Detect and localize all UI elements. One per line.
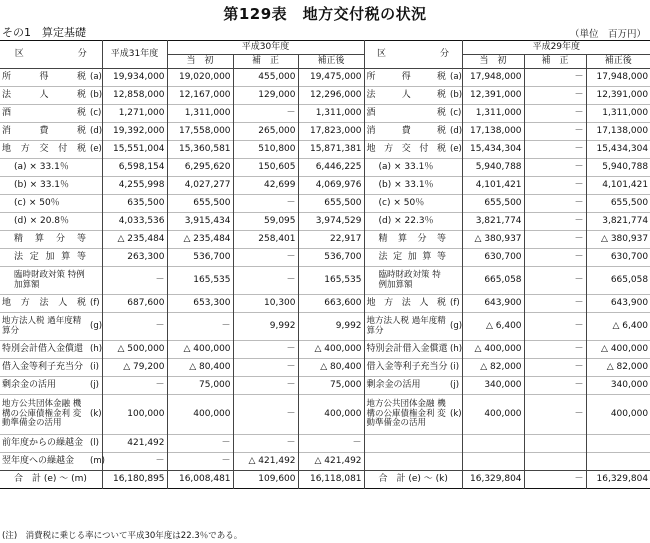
left-row-label: 消費税 [2, 126, 86, 137]
right-row-code [448, 249, 462, 267]
h29-initial-value: 17,948,000 [462, 69, 524, 87]
right-empty-cell [448, 453, 462, 471]
h29-initial-value: △ 400,000 [462, 341, 524, 359]
h30-after-value: △ 400,000 [298, 341, 364, 359]
header-h30: 平成30年度 [167, 41, 364, 55]
h29-supplement-value: － [524, 177, 586, 195]
h30-initial-value: 19,020,000 [167, 69, 233, 87]
h29-after-value: △ 380,937 [601, 234, 649, 245]
right-row-label: (b) × 33.1％ [378, 180, 434, 191]
h30-initial-value: △ 400,000 [167, 341, 233, 359]
table-row [0, 313, 650, 341]
header-h30-after: 補正後 [298, 55, 364, 69]
h30-initial-value: 6,295,620 [167, 159, 233, 177]
right-row-code: (b) [448, 87, 462, 105]
left-row-label: 翌年度への繰越金 [2, 456, 75, 467]
h30-after-value: △ 421,492 [298, 453, 364, 471]
h30-supplement-value: － [233, 267, 298, 295]
h30-after-value: 165,535 [298, 267, 364, 295]
left-row-code [88, 213, 102, 231]
h29-supplement-value: － [524, 231, 586, 249]
right-row-code: (k) [448, 395, 462, 435]
right-empty-cell [462, 453, 524, 471]
h30-after-value: 15,871,381 [298, 141, 364, 159]
left-row-code [88, 159, 102, 177]
left-row-label: (b) × 33.1％ [14, 180, 70, 191]
h29-after-value: 400,000 [610, 409, 649, 420]
h29-initial-value: 665,058 [462, 267, 524, 295]
left-row-label: 地方交付税 [2, 144, 86, 155]
right-row-code: (g) [448, 313, 462, 341]
header-h31: 平成31年度 [102, 41, 167, 69]
h29-initial-value: 15,434,304 [462, 141, 524, 159]
left-row-label: 借入金等利子充当分 [2, 362, 84, 373]
right-row-label: 地方法人税 [366, 298, 447, 309]
left-row-code [88, 177, 102, 195]
right-empty-cell [586, 453, 650, 471]
h30-initial-value: 15,360,581 [167, 141, 233, 159]
unit-label: （単位 百万円） [569, 29, 646, 40]
right-row-label: (c) × 50％ [378, 198, 425, 209]
table-row [0, 341, 650, 359]
h29-after-value: 15,434,304 [596, 144, 649, 155]
left-row-code: (d) [88, 123, 102, 141]
left-row-label: 精算分等 [14, 234, 86, 245]
table-row [0, 141, 650, 159]
left-row-label: 特別会計借入金償還 [2, 344, 84, 355]
right-total-label: 合 計 (e) ～ (k) [364, 471, 462, 489]
right-row-label: 借入金等利子充当分 [366, 362, 448, 373]
h29-initial-value: 12,391,000 [462, 87, 524, 105]
h30-supplement-value: 510,800 [233, 141, 298, 159]
h30-after-value: 75,000 [298, 377, 364, 395]
h29-initial-value: 1,311,000 [462, 105, 524, 123]
h30-after-value: 19,475,000 [298, 69, 364, 87]
h29-supplement-value: － [524, 195, 586, 213]
h30-after-value: 9,992 [298, 313, 364, 341]
h31-value: 263,300 [102, 249, 167, 267]
right-row-label: 消費税 [366, 126, 447, 137]
subtitle: その1 算定基礎 [2, 26, 86, 39]
h29-supplement-value: － [524, 395, 586, 435]
right-row-code [448, 177, 462, 195]
left-row-label: (d) × 20.8％ [14, 216, 70, 227]
h29-after-value: 17,948,000 [596, 72, 649, 83]
h30-supplement-value: 9,992 [233, 313, 298, 341]
right-empty-cell [586, 435, 650, 453]
h30-after-value: △ 80,400 [298, 359, 364, 377]
h29-supplement-value: － [524, 267, 586, 295]
right-row-code [448, 231, 462, 249]
table-row [0, 249, 650, 267]
left-row-code [88, 195, 102, 213]
left-row-code: (m) [88, 453, 102, 471]
h29-after-value: 12,391,000 [596, 90, 649, 101]
h30-after-value: 1,311,000 [298, 105, 364, 123]
right-row-code [448, 213, 462, 231]
h31-value: 6,598,154 [102, 159, 167, 177]
right-row-label: 特別会計借入金償還 [366, 344, 448, 355]
h30-supplement-value: △ 421,492 [233, 453, 298, 471]
h30-initial-value: － [167, 453, 233, 471]
h29-initial-value: 630,700 [462, 249, 524, 267]
h29-after-value: 5,940,788 [602, 162, 649, 173]
h29-supplement-value: － [524, 213, 586, 231]
right-row-code [448, 159, 462, 177]
h30-supplement-value: － [233, 359, 298, 377]
h30-initial-value: 536,700 [167, 249, 233, 267]
h30-supplement-value: － [233, 377, 298, 395]
h30-supplement-value: － [233, 105, 298, 123]
h30-initial-value: － [167, 313, 233, 341]
h30-after-value: 400,000 [298, 395, 364, 435]
h30-initial-value: 4,027,277 [167, 177, 233, 195]
h31-value: － [102, 313, 167, 341]
table-row [0, 123, 650, 141]
right-row-code [448, 267, 462, 295]
h31-value: 4,255,998 [102, 177, 167, 195]
h30-supplement-value: 10,300 [233, 295, 298, 313]
h30-supplement-value: － [233, 249, 298, 267]
left-row-label: 臨時財政対策 特例加算額 [14, 270, 85, 290]
h29-supplement-value: － [524, 295, 586, 313]
h30-after-value: 4,069,976 [298, 177, 364, 195]
left-row-label: 剰余金の活用 [2, 380, 57, 391]
h29-initial-value: 4,101,421 [462, 177, 524, 195]
h30-initial-value: △ 80,400 [167, 359, 233, 377]
table-row [0, 267, 650, 295]
h29-initial-value: 655,500 [462, 195, 524, 213]
table-row [0, 105, 650, 123]
left-row-code: (b) [88, 87, 102, 105]
h30-supplement-value: 455,000 [233, 69, 298, 87]
h30-after-value: － [298, 435, 364, 453]
h29-after-value: 4,101,421 [602, 180, 649, 191]
h31-value: － [102, 267, 167, 295]
right-row-code: (f) [448, 295, 462, 313]
left-row-code: (h) [88, 341, 102, 359]
left-row-label: 法人税 [2, 90, 86, 101]
right-row-code: (h) [448, 341, 462, 359]
local-allocation-tax-table [0, 40, 650, 489]
left-row-label: (a) × 33.1％ [14, 162, 69, 173]
h29-supplement-value: － [524, 141, 586, 159]
h29-initial-value: 400,000 [462, 395, 524, 435]
table-row [0, 377, 650, 395]
h29-supplement-value: － [524, 123, 586, 141]
table-row [0, 359, 650, 377]
h29-initial-value: 17,138,000 [462, 123, 524, 141]
right-row-code: (e) [448, 141, 462, 159]
h30-supplement-value: 150,605 [233, 159, 298, 177]
h30-supplement-value: － [233, 341, 298, 359]
header-h29: 平成29年度 [462, 41, 650, 55]
header-h30-supplement: 補 正 [233, 55, 298, 69]
right-row-label: 酒税 [366, 108, 447, 119]
h30-supplement-value: 129,000 [233, 87, 298, 105]
h29-initial-value: 340,000 [462, 377, 524, 395]
left-row-code [88, 249, 102, 267]
h29-after-value: 665,058 [610, 275, 649, 286]
right-empty-cell [524, 435, 586, 453]
left-row-code: (l) [88, 435, 102, 453]
h29-after-value: △ 82,000 [606, 362, 649, 373]
h29-initial-total: 16,329,804 [462, 471, 524, 489]
h29-after-value: 340,000 [610, 380, 649, 391]
right-empty-cell [524, 453, 586, 471]
left-row-label: 地方法人税 過年度精算分 [2, 316, 82, 336]
table-row [0, 69, 650, 87]
h29-supplement-total: － [524, 471, 586, 489]
h31-value: 687,600 [102, 295, 167, 313]
right-row-label: 剰余金の活用 [366, 380, 421, 391]
table-row [0, 177, 650, 195]
table-row [0, 453, 650, 471]
h30-after-value: 3,974,529 [298, 213, 364, 231]
h29-initial-value: △ 6,400 [462, 313, 524, 341]
h29-initial-value: 3,821,774 [462, 213, 524, 231]
left-row-code: (g) [88, 313, 102, 341]
h29-initial-value: △ 82,000 [462, 359, 524, 377]
left-row-code: (j) [88, 377, 102, 395]
left-row-code: (e) [88, 141, 102, 159]
h29-supplement-value: － [524, 377, 586, 395]
h30-supplement-value: － [233, 395, 298, 435]
h29-supplement-value: － [524, 159, 586, 177]
right-row-label: (d) × 22.3％ [378, 216, 434, 227]
h30-supplement-value: 42,699 [233, 177, 298, 195]
right-row-label: 法定加算等 [378, 252, 447, 263]
h30-initial-value: △ 235,484 [167, 231, 233, 249]
h31-total: 16,180,895 [102, 471, 167, 489]
h31-value: － [102, 377, 167, 395]
h29-initial-value: 5,940,788 [462, 159, 524, 177]
h31-value: 12,858,000 [102, 87, 167, 105]
right-row-label: 地方公共団体金融 機構の公庫債権金利 変動準備金の活用 [366, 399, 446, 429]
h29-supplement-value: － [524, 341, 586, 359]
h29-after-value: △ 6,400 [612, 321, 649, 332]
h30-after-value: 655,500 [298, 195, 364, 213]
total-row [0, 471, 650, 489]
left-row-label: 所得税 [2, 72, 86, 83]
right-row-code: (j) [448, 377, 462, 395]
h30-initial-value: 165,535 [167, 267, 233, 295]
table-row [0, 87, 650, 105]
left-row-label: 法定加算等 [14, 252, 86, 263]
table-row [0, 195, 650, 213]
left-row-code: (f) [88, 295, 102, 313]
h29-after-value: 655,500 [610, 198, 649, 209]
h31-value: 1,271,000 [102, 105, 167, 123]
left-row-code: (a) [88, 69, 102, 87]
right-empty-cell [448, 435, 462, 453]
left-row-label: 前年度からの繰越金 [2, 438, 84, 449]
h30-supplement-total: 109,600 [233, 471, 298, 489]
h30-initial-value: 653,300 [167, 295, 233, 313]
h30-after-value: 663,600 [298, 295, 364, 313]
h29-after-value: 630,700 [610, 252, 649, 263]
left-row-code: (i) [88, 359, 102, 377]
h29-after-value: 17,138,000 [596, 126, 649, 137]
h30-initial-value: － [167, 435, 233, 453]
h30-supplement-value: － [233, 435, 298, 453]
h29-after-total: 16,329,804 [586, 471, 650, 489]
h30-after-value: 17,823,000 [298, 123, 364, 141]
h31-value: 635,500 [102, 195, 167, 213]
left-total-label: 合 計 (e) ～ (m) [0, 471, 102, 489]
left-row-code [88, 267, 102, 295]
h30-supplement-value: 59,095 [233, 213, 298, 231]
h29-supplement-value: － [524, 69, 586, 87]
h29-initial-value: △ 380,937 [462, 231, 524, 249]
left-row-label: (c) × 50％ [14, 198, 60, 209]
h30-supplement-value: － [233, 195, 298, 213]
h30-initial-value: 12,167,000 [167, 87, 233, 105]
header-kubun-left: 区 分 [0, 41, 102, 69]
h30-initial-value: 3,915,434 [167, 213, 233, 231]
left-row-code: (k) [88, 395, 102, 435]
h31-value: 19,934,000 [102, 69, 167, 87]
right-row-label: (a) × 33.1％ [378, 162, 434, 173]
right-empty-cell [462, 435, 524, 453]
h31-value: 19,392,000 [102, 123, 167, 141]
right-empty-cell [364, 435, 448, 453]
h30-after-value: 12,296,000 [298, 87, 364, 105]
h30-supplement-value: 258,401 [233, 231, 298, 249]
h29-supplement-value: － [524, 105, 586, 123]
left-row-label: 酒税 [2, 108, 86, 119]
h30-after-value: 6,446,225 [298, 159, 364, 177]
h30-after-value: 536,700 [298, 249, 364, 267]
left-row-code [88, 231, 102, 249]
header-h29-after: 補正後 [586, 55, 650, 69]
h29-supplement-value: － [524, 313, 586, 341]
h29-supplement-value: － [524, 359, 586, 377]
h30-initial-value: 400,000 [167, 395, 233, 435]
h29-supplement-value: － [524, 249, 586, 267]
h31-value: △ 500,000 [102, 341, 167, 359]
table-row [0, 395, 650, 435]
table-row [0, 435, 650, 453]
right-row-label: 地方交付税 [366, 144, 447, 155]
h30-initial-total: 16,008,481 [167, 471, 233, 489]
h30-initial-value: 655,500 [167, 195, 233, 213]
right-row-label: 精算分等 [378, 234, 447, 245]
header-h30-initial: 当 初 [167, 55, 233, 69]
left-row-label: 地方公共団体金融 機構の公庫債権金利 変動準備金の活用 [2, 399, 82, 429]
right-row-code: (d) [448, 123, 462, 141]
right-row-code: (a) [448, 69, 462, 87]
table-row [0, 213, 650, 231]
table-row [0, 231, 650, 249]
left-row-label: 地方法人税 [2, 298, 86, 309]
h29-after-value: △ 400,000 [601, 344, 649, 355]
header-kubun-right: 区 分 [364, 41, 462, 69]
header-h29-supplement: 補 正 [524, 55, 586, 69]
h31-value: － [102, 453, 167, 471]
h29-after-value: 1,311,000 [602, 108, 649, 119]
h31-value: △ 79,200 [102, 359, 167, 377]
h31-value: 4,033,536 [102, 213, 167, 231]
right-row-label: 臨時財政対策 特例加算額 [378, 270, 441, 290]
h29-supplement-value: － [524, 87, 586, 105]
h29-after-value: 643,900 [610, 298, 649, 309]
page-title: 第129表 地方交付税の状況 [223, 5, 427, 23]
h29-initial-value: 643,900 [462, 295, 524, 313]
h29-after-value: 3,821,774 [602, 216, 649, 227]
h31-value: 100,000 [102, 395, 167, 435]
h30-after-total: 16,118,081 [298, 471, 364, 489]
right-row-code: (c) [448, 105, 462, 123]
right-row-code [448, 195, 462, 213]
right-row-label: 法人税 [366, 90, 447, 101]
left-row-code: (c) [88, 105, 102, 123]
table-row [0, 159, 650, 177]
h31-value: 15,551,004 [102, 141, 167, 159]
h30-initial-value: 1,311,000 [167, 105, 233, 123]
h31-value: 421,492 [102, 435, 167, 453]
h30-initial-value: 17,558,000 [167, 123, 233, 141]
header-h29-initial: 当 初 [462, 55, 524, 69]
right-row-code: (i) [448, 359, 462, 377]
footnote: (注) 消費税に乗じる率について平成30年度は22.3％である。 [2, 531, 243, 541]
h30-initial-value: 75,000 [167, 377, 233, 395]
table-row [0, 295, 650, 313]
right-empty-cell [364, 453, 448, 471]
right-row-label: 地方法人税 過年度精算分 [366, 316, 446, 336]
h30-supplement-value: 265,000 [233, 123, 298, 141]
right-row-label: 所得税 [366, 72, 447, 83]
h31-value: △ 235,484 [102, 231, 167, 249]
h30-after-value: 22,917 [298, 231, 364, 249]
